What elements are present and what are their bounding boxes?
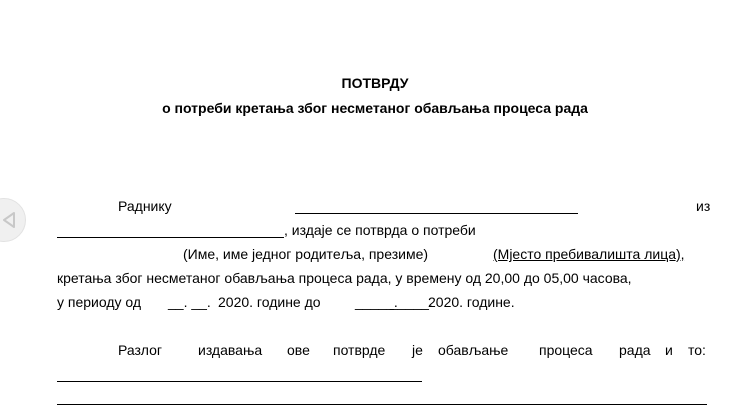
reason-word: Разлог <box>118 342 162 358</box>
period-prefix: у периоду од <box>57 294 142 310</box>
chevron-left-icon <box>2 212 16 228</box>
residence-hint: (Мјесто пребивалишта лица), <box>493 246 685 262</box>
reason-word: је <box>412 342 423 358</box>
reason-word: обављање <box>438 342 509 358</box>
period-to-month[interactable]: _____. <box>390 294 433 310</box>
reason-word: издавања <box>198 342 263 358</box>
from-label: из <box>696 198 711 214</box>
employee-label: Раднику <box>118 198 172 214</box>
document-subtitle: о потреби кретања због несметаног обављања процеса рада <box>162 100 588 116</box>
reason-word: ове <box>287 342 310 358</box>
employee-name-blank[interactable] <box>295 213 578 214</box>
certificate-issued-text: , издаје се потврда о потреби <box>284 222 476 238</box>
reason-word: и <box>665 342 673 358</box>
residence-blank[interactable] <box>57 237 284 238</box>
reason-blank-2[interactable] <box>57 404 707 405</box>
movement-text: кретања због несметаног обављања процеса рада, у времену од 20,00 до 05,00 часова, <box>57 270 632 286</box>
document-title: ПОТВРДУ <box>341 75 409 91</box>
reason-word: рада <box>619 342 651 358</box>
period-from-date[interactable]: __. __. <box>168 294 211 310</box>
reason-word: то: <box>688 342 706 358</box>
period-to-year: 2020. године. <box>428 294 515 310</box>
name-hint: (Име, име једног родитеља, презиме) <box>183 246 429 262</box>
period-to-day[interactable]: _____. <box>355 294 398 310</box>
reason-word: процеса <box>539 342 593 358</box>
period-from-year: 2020. године до <box>218 294 321 310</box>
reason-word: потврде <box>333 342 386 358</box>
reason-blank-1[interactable] <box>57 381 422 382</box>
